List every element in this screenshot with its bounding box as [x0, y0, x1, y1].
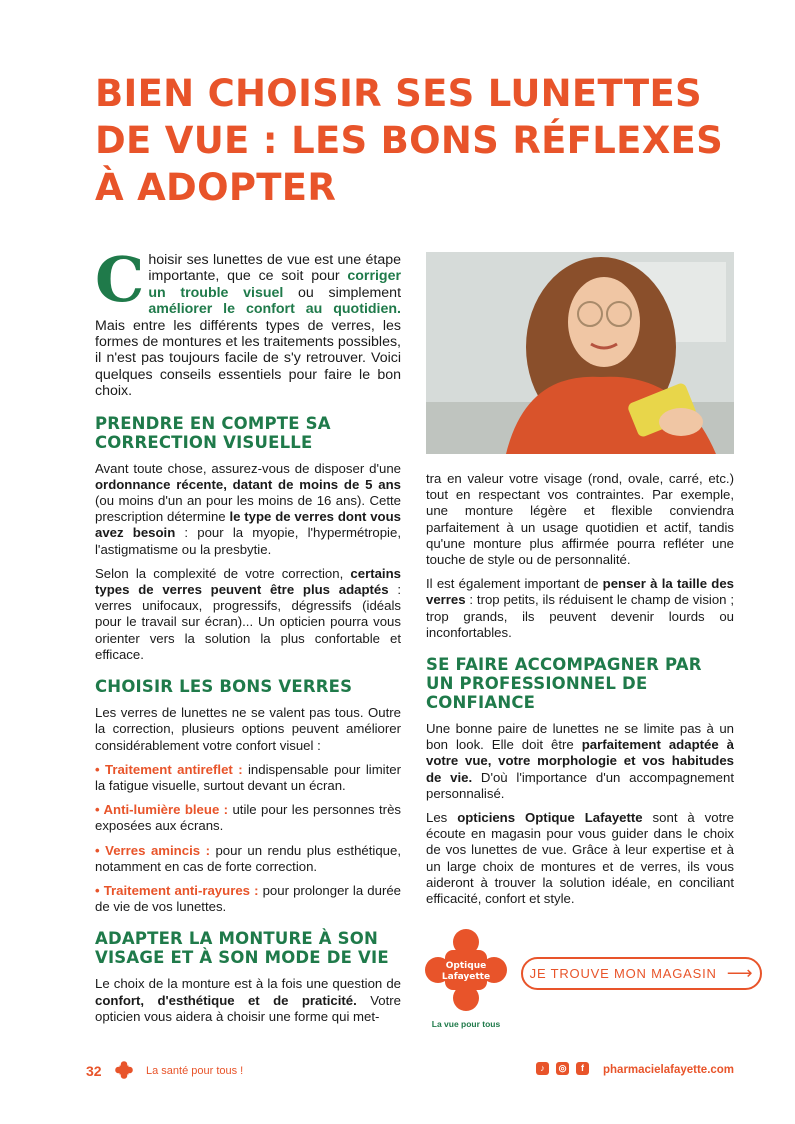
- woman-with-glasses-photo: [426, 252, 734, 454]
- paragraph: Les opticiens Optique Lafayette sont à votre écoute en magasin pour vous guider dans le choix de vos lunettes de vue. Grâce à leur expertise et à un large choix de montures et de verres, ils vous aideront à trouver la solution idéale, en conciliant efficacité, confort et style.: [426, 810, 734, 907]
- paragraph: Le choix de la monture est à la fois une question de confort, d'esthétique et de praticité. Votre opticien vous aidera à choisir une forme qui met-: [95, 976, 401, 1024]
- optique-lafayette-logo: [425, 928, 507, 1028]
- paragraph: Il est également important de penser à la taille des verres : trop petits, ils réduisent le champ de vision ; trop grands, ils peuvent devenir lourds ou inconfortables.: [426, 576, 734, 640]
- instagram-icon[interactable]: ◎: [556, 1062, 569, 1075]
- find-store-button[interactable]: [521, 957, 762, 990]
- photo-illustration: [426, 252, 734, 454]
- left-column: [95, 243, 402, 1033]
- section-heading-monture: ADAPTER LA MONTURE À SON VISAGE ET À SON MODE DE VIE: [95, 929, 389, 968]
- list-item: • Anti-lumière bleue : utile pour les personnes très exposées aux écrans.: [95, 802, 401, 834]
- footer-tagline: La santé pour tous !: [146, 1065, 244, 1077]
- arrow-right-icon: ⟶: [726, 963, 754, 983]
- logo-tagline: La vue pour tous: [431, 1019, 501, 1029]
- right-column: [426, 471, 734, 915]
- paragraph: Selon la complexité de votre correction, certains types de verres peuvent être plus adaptés : verres unifocaux, progressifs, dégressifs (idéals pour le travail sur écran)... Un opticien pourra vous orienter vers la solution la plus confortable et efficace.: [95, 565, 401, 662]
- list-item: • Traitement anti-rayures : pour prolonger la durée de vie de vos lunettes.: [95, 882, 402, 915]
- website-link[interactable]: pharmacielafayette.com: [603, 1064, 735, 1076]
- page-title: BIEN CHOISIR SES LUNETTES DE VUE : LES BONS RÉFLEXES À ADOPTER: [95, 72, 724, 209]
- list-item: • Traitement antireflet : indispensable pour limiter la fatigue visuelle, surtout devant un écran.: [95, 761, 401, 793]
- list-item: • Verres amincis : pour un rendu plus esthétique, notamment en cas de forte correction.: [95, 842, 401, 874]
- intro-paragraph: Choisir ses lunettes de vue est une étape importante, que ce soit pour corriger un trouble visuel ou simplement améliorer le confort au quotidien. Mais entre les différents types de verres, les formes de montures et les traitements possibles, il n'est pas toujours facile de s'y retrouver. Voici quelques conseils essentiels pour faire le bon choix.: [95, 243, 402, 400]
- paragraph: Les verres de lunettes ne se valent pas tous. Outre la correction, plusieurs options peuvent améliorer considérablement votre confort visuel :: [95, 705, 401, 753]
- paragraph: Avant toute chose, assurez-vous de disposer d'une ordonnance récente, datant de moins de 5 ans (ou moins d'un an pour les moins de 16 ans). Cette prescription détermine le type de verres dont vous avez besoin : pour la myopie, l'hypermétropie, l'astigmatisme ou la presbytie.: [95, 460, 401, 557]
- lafayette-cross-icon: [425, 928, 507, 1012]
- tiktok-icon[interactable]: ♪: [536, 1062, 549, 1075]
- paragraph: tra en valeur votre visage (rond, ovale, carré, etc.) tout en respectant vos contraintes. Par exemple, une monture légère et flexible conviendra parfaitement à un usage quotidien et actif, tandis qu'une monture plus affirmée pourra refléter une touche de style ou de personnalité.: [426, 471, 734, 568]
- logo-line2: Lafayette: [441, 972, 491, 982]
- find-store-label: JE TROUVE MON MAGASIN: [529, 966, 717, 981]
- page-number: 32: [86, 1063, 102, 1079]
- social-links: [536, 1062, 589, 1075]
- section-heading-correction: PRENDRE EN COMPTE SA CORRECTION VISUELLE: [95, 413, 331, 452]
- facebook-icon[interactable]: f: [576, 1062, 589, 1075]
- paragraph: Une bonne paire de lunettes ne se limite pas à un bon look. Elle doit être parfaitement adaptée à votre vue, votre morphologie et vos habitudes de vie. D'où l'importance d'un accompagnement personnalisé.: [426, 721, 734, 801]
- lafayette-cross-small-icon: [115, 1061, 133, 1079]
- logo-line1: Optique: [445, 961, 487, 971]
- drop-cap: C: [95, 243, 145, 316]
- section-heading-professionnel: SE FAIRE ACCOMPAGNER PAR UN PROFESSIONNEL DE CONFIANCE: [426, 655, 702, 713]
- section-heading-verres: CHOISIR LES BONS VERRES: [95, 677, 353, 697]
